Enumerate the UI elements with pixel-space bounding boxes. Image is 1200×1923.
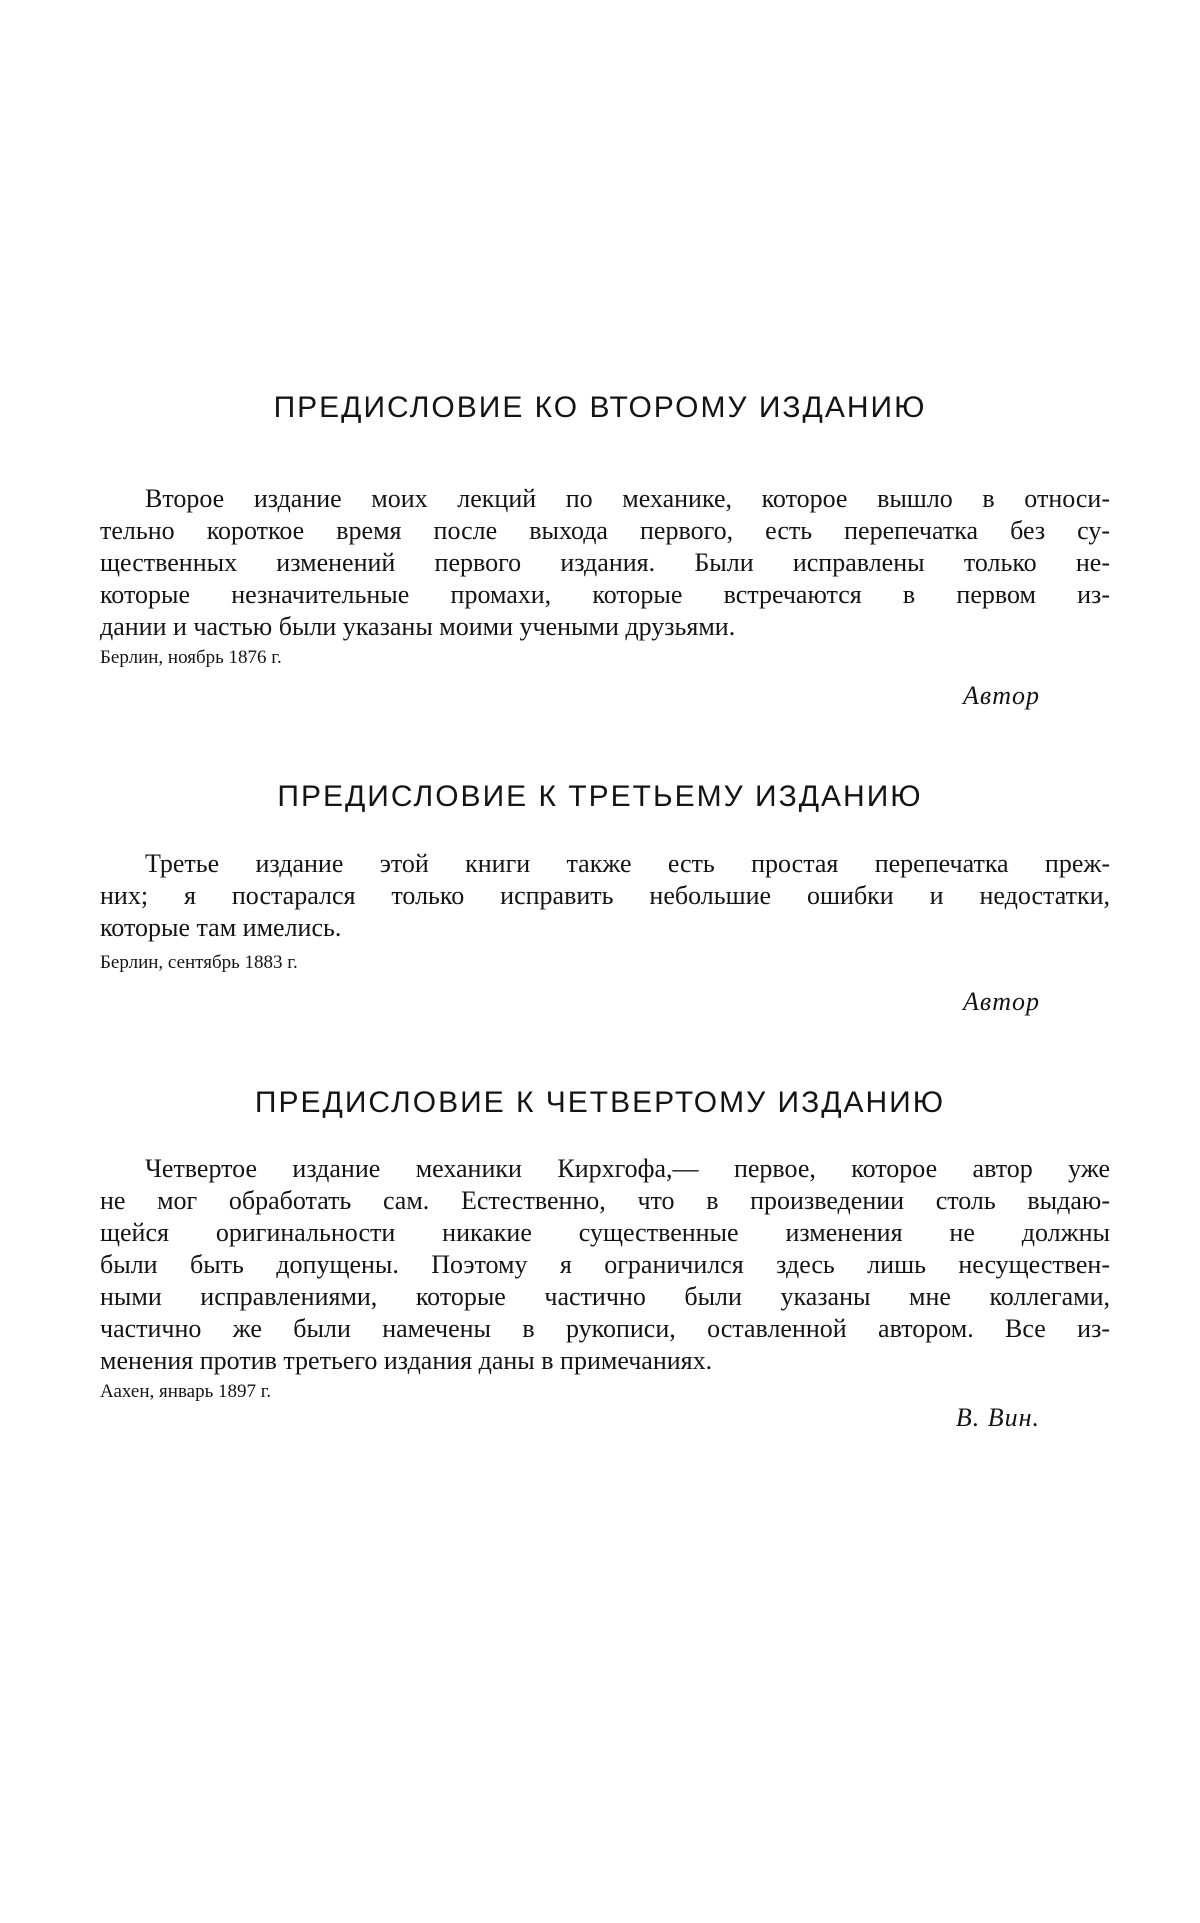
text-line: ными исправлениями, которые частично были указаны мне коллегами, xyxy=(100,1282,1110,1311)
text-line: не мог обработать сам. Естественно, что в произведении столь выдаю- xyxy=(100,1186,1110,1215)
preface-fourth-edition-text xyxy=(100,1153,1110,1377)
text-line: дании и частью были указаны моими учеными друзьями. xyxy=(100,612,736,641)
signature: Автор xyxy=(963,681,1040,710)
text-line: щейся оригинальности никакие существенные изменения не должны xyxy=(100,1218,1110,1247)
place-date: Берлин, ноябрь 1876 г. xyxy=(100,647,282,668)
text-line: которые незначительные промахи, которые встречаются в первом из- xyxy=(100,580,1110,609)
text-line: них; я постарался только исправить небольшие ошибки и недостатки, xyxy=(100,881,1110,910)
preface-third-edition-heading: ПРЕДИСЛОВИЕ К ТРЕТЬЕМУ ИЗДАНИЮ xyxy=(277,780,923,813)
place-date: Аахен, январь 1897 г. xyxy=(100,1381,272,1402)
text-line: Второе издание моих лекций по механике, которое вышло в относи- xyxy=(145,484,1110,513)
preface-second-edition-text xyxy=(100,483,1110,643)
text-line: частично же были намечены в рукописи, оставленной автором. Все из- xyxy=(100,1314,1110,1343)
place-date: Берлин, сентябрь 1883 г. xyxy=(100,952,298,973)
preface-second-edition-heading: ПРЕДИСЛОВИЕ КО ВТОРОМУ ИЗДАНИЮ xyxy=(273,391,927,424)
preface-third-edition-text xyxy=(100,848,1110,944)
text-line: тельно короткое время после выхода первого, есть перепечатка без су- xyxy=(100,516,1110,545)
signature: Автор xyxy=(963,987,1040,1016)
signature: В. Вин. xyxy=(955,1403,1040,1432)
text-line: Четвертое издание механики Кирхгофа,— первое, которое автор уже xyxy=(145,1154,1110,1183)
text-line: щественных изменений первого издания. Были исправлены только не- xyxy=(100,548,1110,577)
text-line: были быть допущены. Поэтому я ограничился здесь лишь несуществен- xyxy=(100,1250,1110,1279)
text-line: Третье издание этой книги также есть простая перепечатка преж- xyxy=(145,849,1110,878)
preface-fourth-edition-heading: ПРЕДИСЛОВИЕ К ЧЕТВЕРТОМУ ИЗДАНИЮ xyxy=(254,1086,946,1119)
text-line: менения против третьего издания даны в примечаниях. xyxy=(100,1346,713,1375)
text-line: которые там имелись. xyxy=(100,913,342,942)
